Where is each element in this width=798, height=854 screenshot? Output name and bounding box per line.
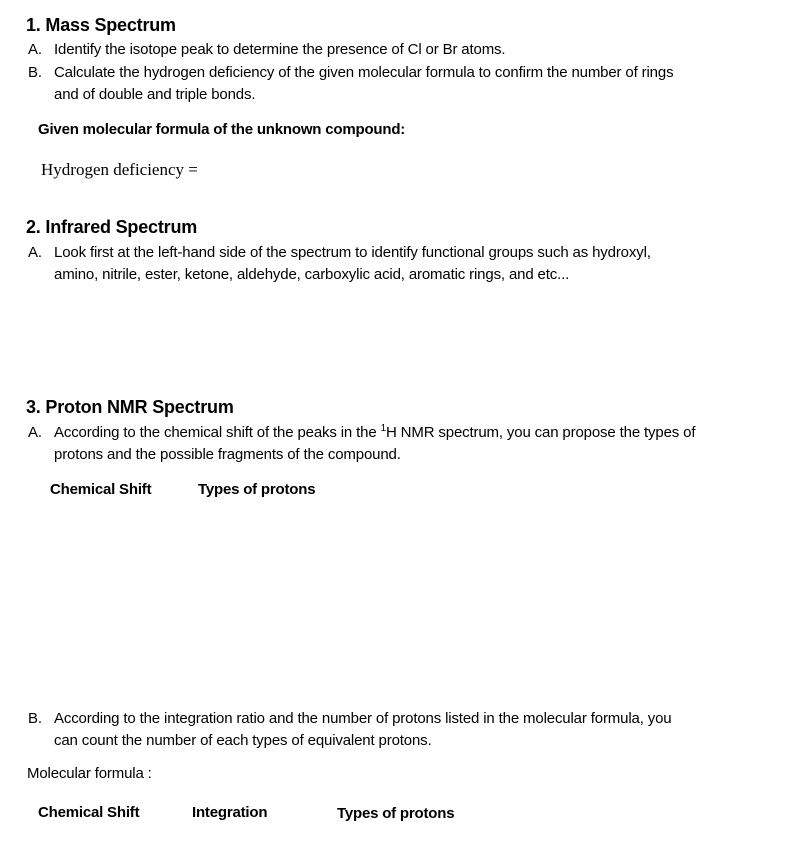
section3-heading: 3. Proton NMR Spectrum [26, 397, 234, 417]
section1-heading: 1. Mass Spectrum [26, 15, 176, 35]
item-text-line2: and of double and triple bonds. [54, 86, 256, 103]
superscript-1: 1 [380, 423, 386, 434]
section2-heading: 2. Infrared Spectrum [26, 217, 198, 237]
item-marker: A. [28, 244, 42, 261]
item-text-line2: protons and the possible fragments of the compound. [54, 446, 401, 463]
item-text-line2: amino, nitrile, ester, ketone, aldehyde, carboxylic acid, aromatic rings, and etc... [54, 266, 570, 283]
table-a-header-types-of-protons: Types of protons [198, 481, 316, 498]
item-text-line1: Look first at the left-hand side of the spectrum to identify functional groups such as hydroxyl, [54, 244, 651, 261]
formula-label: Given molecular formula of the unknown compound: [38, 121, 406, 138]
item-text: Identify the isotope peak to determine the presence of Cl or Br atoms. [54, 41, 506, 58]
item-text-line1: According to the chemical shift of the peaks in the $^1$H NMR spectrum, you can propose the types of [54, 423, 696, 441]
table-b-header-chemical-shift: Chemical Shift [38, 804, 140, 821]
molecular-formula-label: Molecular formula : [27, 765, 152, 782]
item-marker: A. [28, 41, 42, 58]
item-marker: B. [28, 64, 42, 81]
table-a-header-chemical-shift: Chemical Shift [50, 481, 152, 498]
item-text-line1: Calculate the hydrogen deficiency of the given molecular formula to confirm the number of rings [54, 64, 674, 81]
item-text-line1: According to the integration ratio and the number of protons listed in the molecular formula, you [54, 710, 672, 727]
hydrogen-deficiency-label: Hydrogen deficiency = [41, 160, 198, 179]
item-marker: A. [28, 424, 42, 441]
item-text-line2: can count the number of each types of equivalent protons. [54, 732, 432, 749]
table-b-header-types-of-protons: Types of protons [337, 805, 455, 822]
item-marker: B. [28, 710, 42, 727]
table-b-header-integration: Integration [192, 804, 268, 821]
